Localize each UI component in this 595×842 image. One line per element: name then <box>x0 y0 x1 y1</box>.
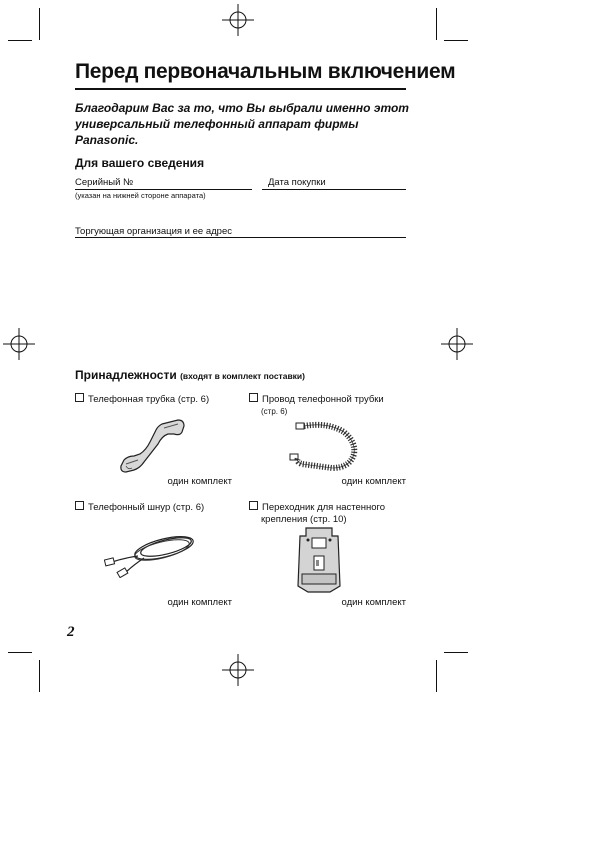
checkbox-icon <box>249 501 258 510</box>
registration-mark-icon <box>222 654 254 686</box>
checkbox-icon <box>75 501 84 510</box>
accessory-quantity: один комплект <box>167 476 232 487</box>
accessory-label: Телефонная трубка (стр. 6) <box>88 394 210 405</box>
serial-number-hint: (указан на нижней стороне аппарата) <box>75 191 206 200</box>
accessory-wall-adaptor <box>249 501 409 526</box>
accessory-line-cord <box>75 501 245 514</box>
accessory-handset <box>75 393 245 406</box>
purchase-date-label: Дата покупки <box>268 177 326 188</box>
purchase-date-line[interactable] <box>262 189 406 190</box>
accessories-heading <box>75 368 305 382</box>
accessory-label: Провод телефонной трубки <box>262 394 384 405</box>
accessory-quantity: один комплект <box>341 476 406 487</box>
accessories-title: Принадлежности <box>75 368 177 382</box>
serial-number-label: Серийный № <box>75 177 134 188</box>
registration-mark-icon <box>222 4 254 36</box>
line-cord-icon <box>104 526 204 578</box>
checkbox-icon <box>75 393 84 402</box>
serial-number-line[interactable] <box>75 189 252 190</box>
registration-mark-icon <box>3 328 35 360</box>
accessories-note: (входят в комплект поставки) <box>180 371 305 381</box>
accessory-label: Переходник для настенного <box>262 502 386 513</box>
coiled-cord-icon <box>288 420 366 474</box>
dealer-label: Торгующая организация и ее адрес <box>75 226 232 237</box>
title-underline <box>75 88 406 90</box>
intro-text: Благодарим Вас за то, что Вы выбрали именно этот универсальный телефонный аппарат фирмы Panasonic. <box>75 101 409 147</box>
dealer-line[interactable] <box>75 237 406 238</box>
accessory-label: Телефонный шнур (стр. 6) <box>88 502 205 513</box>
checkbox-icon <box>249 393 258 402</box>
accessory-sublabel: крепления (стр. 10) <box>261 514 347 525</box>
accessory-quantity: один комплект <box>341 597 406 608</box>
page-number: 2 <box>67 624 75 640</box>
registration-mark-icon <box>441 328 473 360</box>
handset-icon <box>118 418 188 474</box>
wall-mount-adaptor-icon <box>296 526 342 594</box>
accessory-coiled-cord <box>249 393 409 418</box>
accessory-quantity: один комплект <box>167 597 232 608</box>
accessory-sublabel: (стр. 6) <box>261 407 288 416</box>
page-title: Перед первоначальным включением <box>75 60 456 83</box>
info-section-heading: Для вашего сведения <box>75 156 205 170</box>
